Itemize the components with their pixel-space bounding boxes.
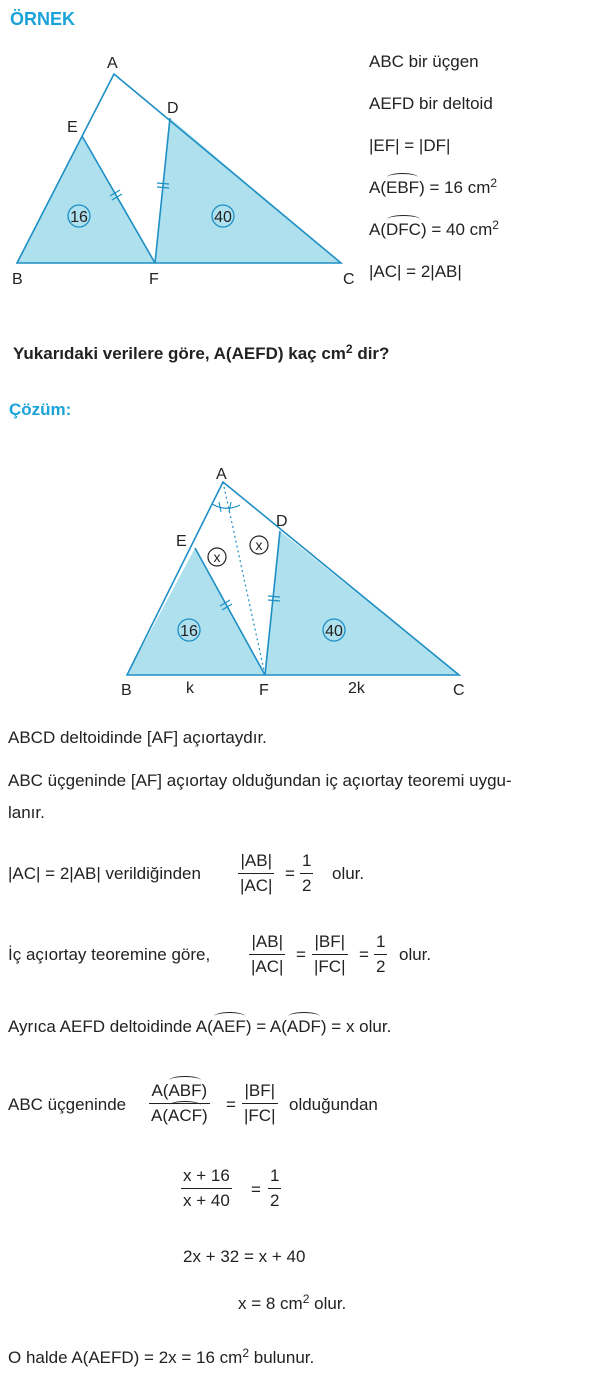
fraction-equation: $\frac{x + 16}{x + 40}$ bbox=[183, 1166, 230, 1210]
given-4: A(EBF) = 16 $cm^2$ bbox=[369, 176, 498, 197]
label-e: E bbox=[67, 119, 78, 136]
solution-line-2b: lanır. bbox=[8, 803, 45, 822]
label-d-2: D bbox=[276, 513, 288, 530]
fraction-bf-fc-2: $\frac{|BF|}{|FC|}$ bbox=[244, 1081, 276, 1125]
area-40-label-2: 40 bbox=[325, 623, 343, 640]
triangle-dfc bbox=[155, 118, 341, 263]
fraction-one-half-2: $\frac{1}{2}$ bbox=[376, 932, 386, 976]
given-5: A(DFC) = 40 $cm^2$ bbox=[369, 218, 499, 239]
fraction-one-half: $\frac{1}{2}$ bbox=[302, 851, 312, 895]
solution-line-3: |AC| = 2|AB| verildiğinden bbox=[8, 864, 201, 883]
label-b: B bbox=[12, 271, 23, 288]
equals-sign: = bbox=[285, 864, 295, 883]
equals-sign-2: = bbox=[296, 945, 306, 964]
olur-text-2: olur. bbox=[399, 945, 432, 964]
fraction-bf-fc: $\frac{|BF|}{|FC|}$ bbox=[314, 932, 346, 976]
equals-sign-3: = bbox=[359, 945, 369, 964]
area-16-label: 16 bbox=[70, 209, 88, 226]
example-heading: ÖRNEK bbox=[10, 9, 76, 29]
solution-line-6: ABC üçgeninde bbox=[8, 1095, 127, 1114]
solution-line-2a: ABC üçgeninde [AF] açıortay olduğundan iç açıortay teoremi uygu- bbox=[8, 771, 512, 790]
label-d: D bbox=[167, 100, 179, 117]
olur-text: olur. bbox=[332, 864, 365, 883]
triangle-ebf-2 bbox=[127, 548, 265, 675]
x-label-right: x bbox=[255, 537, 263, 553]
label-e-2: E bbox=[176, 533, 187, 550]
given-2: AEFD bir deltoid bbox=[369, 94, 493, 113]
solution-line-5: Ayrıca AEFD deltoidinde A(AEF) = A(ADF) = x olur. bbox=[8, 1017, 392, 1036]
area-40-label: 40 bbox=[214, 209, 232, 226]
final-answer: O halde A(AEFD) = 2x = 16 $cm^2$ bulunur. bbox=[8, 1346, 315, 1367]
label-a: A bbox=[107, 55, 118, 72]
given-1: ABC bir üçgen bbox=[369, 52, 479, 71]
given-3: |EF| = |DF| bbox=[369, 136, 451, 155]
triangle-ebf bbox=[17, 136, 155, 263]
angle-arc bbox=[212, 504, 240, 508]
figure-1 bbox=[0, 40, 362, 300]
equals-sign-5: = bbox=[251, 1180, 261, 1199]
label-a-2: A bbox=[216, 466, 227, 483]
equation-2: 2x + 32 = x + 40 bbox=[183, 1247, 306, 1266]
label-c-2: C bbox=[453, 682, 465, 699]
equation-3: x = 8 $cm^2$ olur. bbox=[238, 1292, 347, 1313]
oldugundan-text: olduğundan bbox=[289, 1095, 378, 1114]
label-c: C bbox=[343, 271, 355, 288]
fraction-one-half-3: $\frac{1}{2}$ bbox=[270, 1166, 280, 1210]
figure-2 bbox=[110, 455, 480, 700]
solution-line-1: ABCD deltoidinde [AF] açıortaydır. bbox=[8, 728, 267, 747]
triangle-dfc-2 bbox=[265, 531, 459, 675]
fraction-area-ratio: A(ABF) A(ACF) bbox=[151, 1081, 208, 1125]
label-f-2: F bbox=[259, 682, 269, 699]
area-16-label-2: 16 bbox=[180, 623, 198, 640]
fraction-ab-ac-2: $\frac{|AB|}{|AC|}$ bbox=[251, 932, 284, 976]
solution-line-4: İç açıortay teoremine göre, bbox=[8, 945, 211, 964]
x-label-left: x bbox=[213, 549, 221, 565]
label-k: k bbox=[186, 680, 194, 697]
given-6: |AC| = 2|AB| bbox=[369, 262, 462, 281]
label-2k: 2k bbox=[348, 680, 365, 697]
question: Yukarıdaki verilere göre, A(AEFD) kaç $cm^2$ dir? bbox=[13, 342, 390, 363]
fraction-ab-ac: $\frac{|AB|}{|AC|}$ bbox=[240, 851, 273, 895]
equals-sign-4: = bbox=[226, 1095, 236, 1114]
label-b-2: B bbox=[121, 682, 132, 699]
solution-label: Çözüm: bbox=[9, 400, 72, 419]
label-f: F bbox=[149, 271, 159, 288]
